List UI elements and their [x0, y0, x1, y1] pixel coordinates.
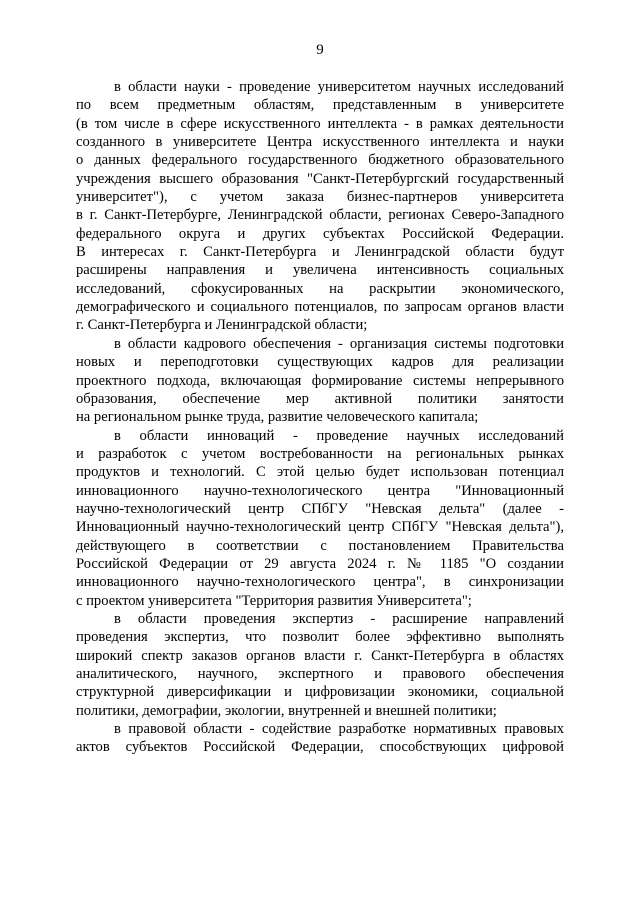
text-line: актов субъектов Российской Федерации, способствующих цифровой: [76, 739, 564, 756]
paragraph: [76, 78, 564, 335]
text-line: учреждения высшего образования "Санкт-Петербургский государственный: [76, 170, 564, 187]
text-line: Инновационный научно-технологический центр СПбГУ "Невская дельта"),: [76, 519, 564, 536]
text-line: демографического и социального потенциалов, по запросам органов власти: [76, 299, 564, 316]
text-line: (в том числе в сфере искусственного интеллекта - в рамках деятельности: [76, 115, 564, 132]
paragraph: [76, 720, 564, 757]
text-line: г. Санкт-Петербурга и Ленинградской области;: [76, 317, 368, 334]
text-line: действующего в соответствии с постановлением Правительства: [76, 537, 564, 554]
text-line: созданного в университете Центра искусственного интеллекта и науки: [76, 134, 564, 151]
paragraph: [76, 427, 564, 610]
text-line: университет"), с учетом заказа бизнес-партнеров университета: [76, 189, 564, 206]
text-line: исследований, сфокусированных на раскрытии экономического,: [76, 280, 564, 297]
text-line: расширены направления и увеличена интенсивность социальных: [76, 262, 564, 279]
text-line: в области проведения экспертиз - расширение направлений: [114, 610, 564, 627]
text-line: инновационного научно-технологического центра "Инновационный: [76, 482, 564, 499]
text-line: структурной диверсификации и цифровизации экономики, социальной: [76, 684, 564, 701]
text-line: с проектом университета "Территория развития Университета";: [76, 592, 472, 609]
text-line: научно-технологический центр СПбГУ "Невская дельта" (далее -: [76, 500, 564, 517]
text-line: образования, обеспечение мер активной политики занятости: [76, 390, 564, 407]
text-line: инновационного научно-технологического центра", в синхронизации: [76, 574, 564, 591]
text-line: в правовой области - содействие разработке нормативных правовых: [114, 721, 564, 738]
text-line: широкий спектр заказов органов власти г. Санкт-Петербурга в областях: [76, 647, 564, 664]
text-line: новых и переподготовки существующих кадров для реализации: [76, 354, 564, 371]
text-line: продуктов и технологий. С этой целью будет использован потенциал: [76, 464, 564, 481]
text-line: и разработок с учетом востребованности на региональных рынках: [76, 445, 564, 462]
text-line: политики, демографии, экологии, внутренней и внешней политики;: [76, 702, 497, 719]
text-line: в г. Санкт-Петербурге, Ленинградской области, регионах Северо-Западного: [76, 207, 564, 224]
paragraph: [76, 610, 564, 720]
text-line: Российской Федерации от 29 августа 2024 г. № 1185 "О создании: [76, 555, 564, 572]
body-text: [76, 78, 564, 757]
text-line: в области науки - проведение университетом научных исследований: [114, 79, 564, 95]
text-line: по всем предметным областям, представленным в университете: [76, 97, 564, 114]
paragraph: [76, 335, 564, 427]
text-line: в области кадрового обеспечения - организация системы подготовки: [114, 335, 564, 352]
text-line: в области инноваций - проведение научных исследований: [114, 427, 564, 444]
text-line: проектного подхода, включающая формирование системы непрерывного: [76, 372, 564, 389]
text-line: на региональном рынке труда, развитие человеческого капитала;: [76, 409, 479, 426]
text-line: В интересах г. Санкт-Петербурга и Ленинградской области будут: [76, 244, 564, 261]
text-line: федерального округа и других субъектах Российской Федерации.: [76, 225, 564, 242]
text-line: о данных федерального государственного бюджетного образовательного: [76, 152, 564, 169]
page-number: 9: [316, 42, 324, 58]
text-line: аналитического, научного, экспертного и правового обеспечения: [76, 666, 564, 682]
text-line: проведения экспертиз, что позволит более эффективно выполнять: [76, 629, 564, 646]
